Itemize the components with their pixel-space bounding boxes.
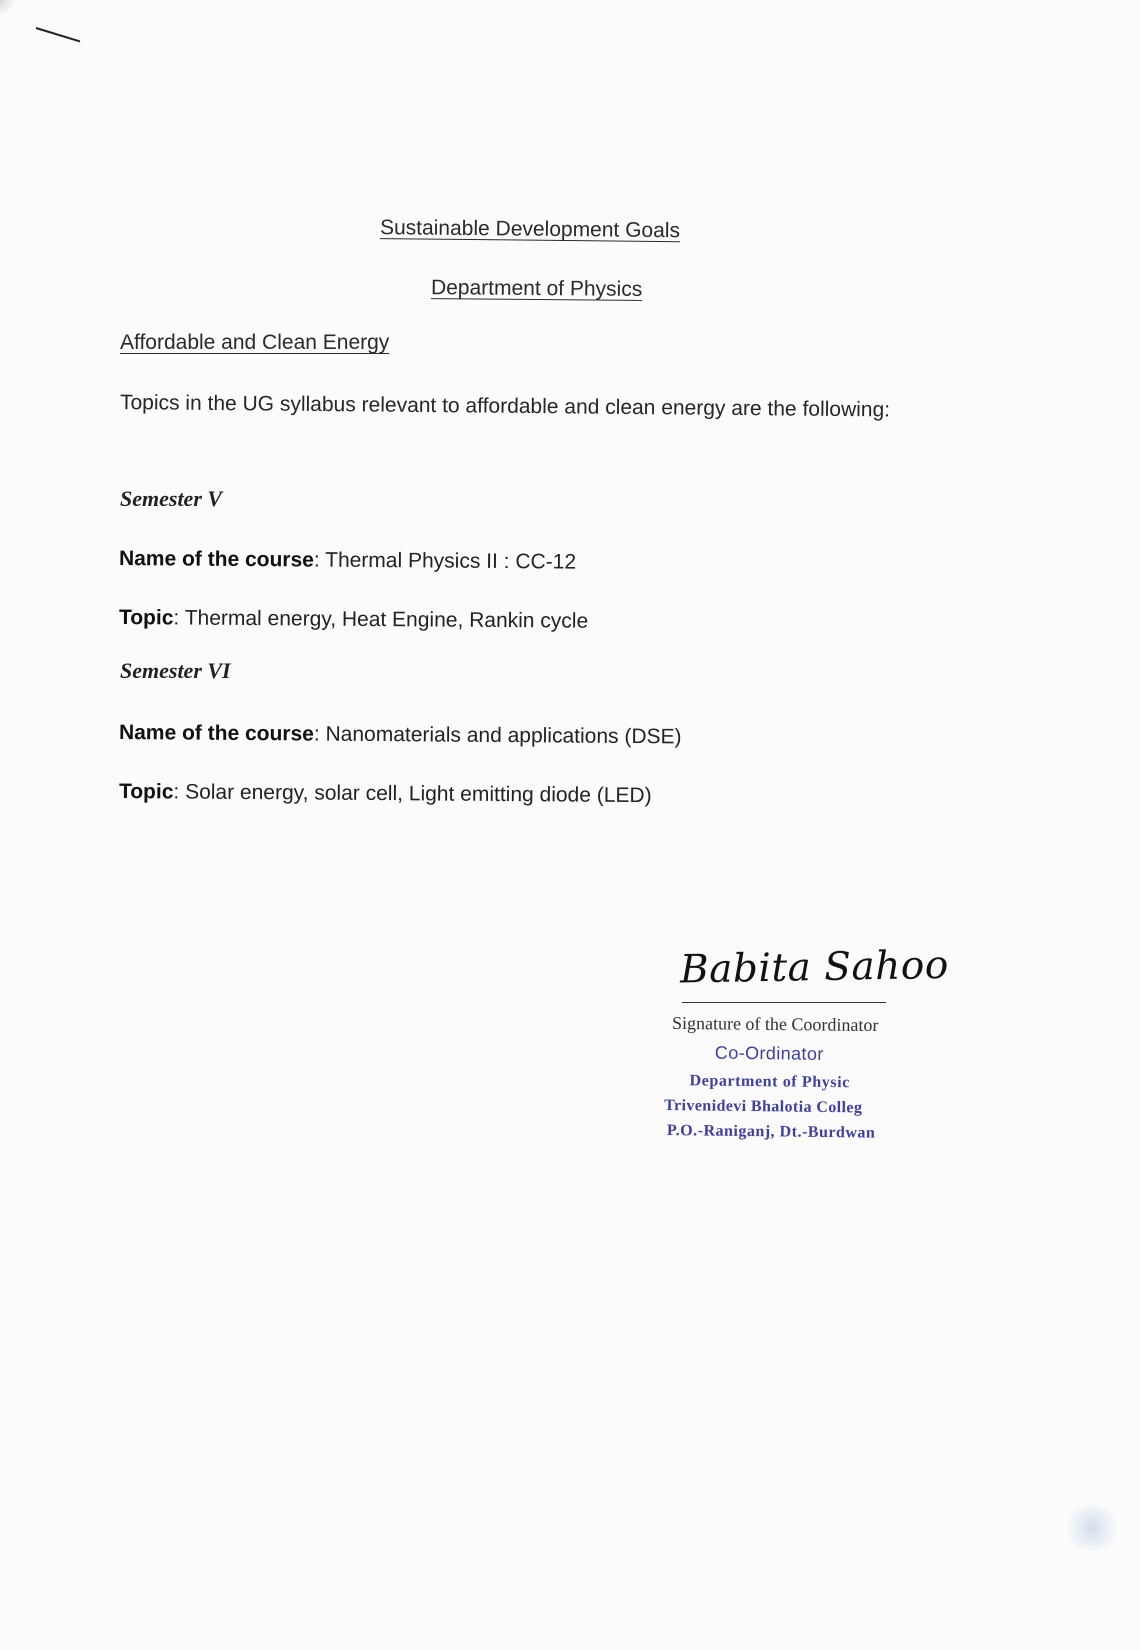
course-label: Name of the course [118, 721, 314, 746]
topic-value: : Solar energy, solar cell, Light emitting diode (LED) [173, 780, 652, 808]
topic-value: : Thermal energy, Heat Engine, Rankin cycle [173, 606, 589, 633]
stamp-department: Department of Physic [689, 1072, 851, 1092]
blue-ink-smudge [1068, 1505, 1116, 1551]
semester-vi-course [119, 721, 682, 749]
course-value: : Thermal Physics II : CC-12 [313, 548, 577, 574]
signature-block [664, 942, 965, 1142]
semester-v-heading: Semester V [120, 486, 223, 511]
semester-v-topic [119, 606, 588, 634]
document-title: Sustainable Development Goals [379, 216, 681, 243]
semester-vi-topic [119, 780, 652, 808]
semester-vi-heading: Semester VI [120, 658, 231, 683]
semester-v-course [119, 547, 576, 575]
course-label: Name of the course [118, 547, 314, 572]
signature-caption: Signature of the Coordinator [671, 1012, 879, 1036]
stamp-role: Co-Ordinator [714, 1042, 824, 1064]
intro-paragraph: Topics in the UG syllabus relevant to affordable and clean energy are the following: [119, 391, 891, 422]
coordinator-signature: Babita Sahoo [679, 942, 950, 993]
topic-label: Topic [118, 606, 174, 630]
stamp-college: Trivenidevi Bhalotia Colleg [664, 1096, 863, 1117]
stamp-address: P.O.-Raniganj, Dt.-Burdwan [666, 1122, 876, 1142]
scan-mark [36, 27, 81, 42]
course-value: : Nanomaterials and applications (DSE) [313, 722, 682, 749]
signature-line [682, 1002, 886, 1003]
topic-label: Topic [118, 780, 174, 804]
goal-title: Affordable and Clean Energy [120, 331, 390, 354]
scan-corner-shadow [0, 0, 14, 14]
department-title: Department of Physics [430, 276, 643, 301]
